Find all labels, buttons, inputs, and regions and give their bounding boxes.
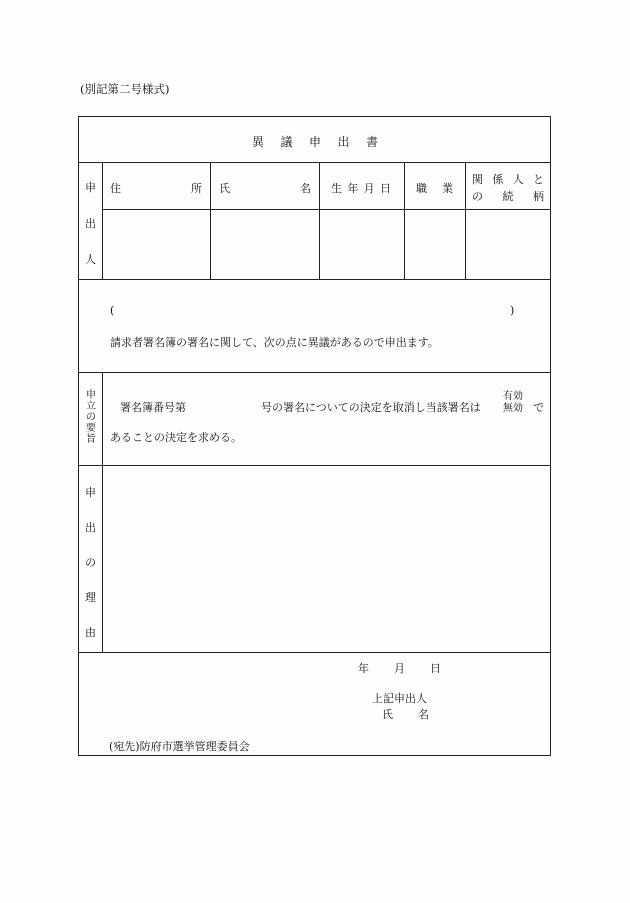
gist-option-invalid: 無効 [503, 403, 523, 414]
statement-bottom-divider [78, 372, 551, 373]
applicant-bottom-divider [78, 279, 551, 280]
statement-paren-open: ( [110, 304, 115, 317]
addressee: (宛先)防府市選挙管理委員会 [109, 740, 250, 753]
column-occupation: 職 業 [416, 182, 453, 195]
title-char: 議 [280, 135, 293, 149]
applicant-label-divider [102, 162, 103, 279]
gist-option-valid: 有効 [503, 391, 523, 402]
form-title [252, 133, 378, 150]
title-char: 書 [365, 135, 378, 149]
title-char: 異 [252, 135, 265, 149]
applicant-header-divider [102, 209, 551, 210]
gist-label-char: 旨 [86, 434, 96, 445]
column-relationship-line2: の 続 柄 [472, 190, 544, 203]
applicant-signature-label: 上記申出人 [372, 692, 427, 705]
title-divider [78, 162, 551, 163]
reason-bottom-divider [78, 652, 551, 653]
job-relation-divider [465, 162, 466, 279]
date-year-label: 年 [358, 662, 369, 675]
reason-label-char: の [85, 556, 96, 569]
reason-label-char: 由 [85, 626, 96, 639]
gist-label-divider [102, 372, 103, 465]
applicant-name-label: 氏 名 [382, 708, 429, 721]
gist-label-char: 立 [86, 401, 96, 412]
gist-label-char: 申 [86, 390, 96, 401]
name-birth-divider [319, 162, 320, 279]
applicant-label-char: 申 [85, 181, 96, 194]
gist-line2: あることの決定を求める。 [110, 431, 242, 444]
reason-label-char: 申 [85, 486, 96, 499]
form-number-label: (別記第二号様式) [80, 82, 170, 96]
address-name-divider [210, 162, 211, 279]
reason-label-divider [102, 465, 103, 652]
gist-label-char: 要 [86, 423, 96, 434]
title-char: 出 [337, 135, 350, 149]
gist-line1-suffix: で [533, 401, 544, 414]
reason-label-char: 理 [85, 591, 96, 604]
gist-line1-part1: 署名簿番号第 [120, 401, 186, 414]
date-day-label: 日 [430, 662, 441, 675]
statement-text: 請求者署名簿の署名に関して、次の点に異議があるので申出ます。 [110, 336, 439, 349]
applicant-label-char: 人 [85, 253, 96, 266]
gist-label-char: の [86, 412, 96, 423]
reason-label-char: 出 [85, 521, 96, 534]
column-relationship-line1: 関 係 人 と [472, 173, 544, 186]
birth-job-divider [404, 162, 405, 279]
title-char: 申 [308, 135, 321, 149]
applicant-label-char: 出 [85, 217, 96, 230]
column-birthdate: 生 年 月 日 [331, 182, 391, 195]
column-address: 住 所 [110, 182, 202, 195]
gist-bottom-divider [78, 465, 551, 466]
gist-line1-part2: 号の署名についての決定を取消し当該署名は [261, 401, 481, 414]
statement-paren-close: ) [510, 304, 515, 317]
column-name: 氏 名 [219, 182, 311, 195]
date-month-label: 月 [394, 662, 405, 675]
